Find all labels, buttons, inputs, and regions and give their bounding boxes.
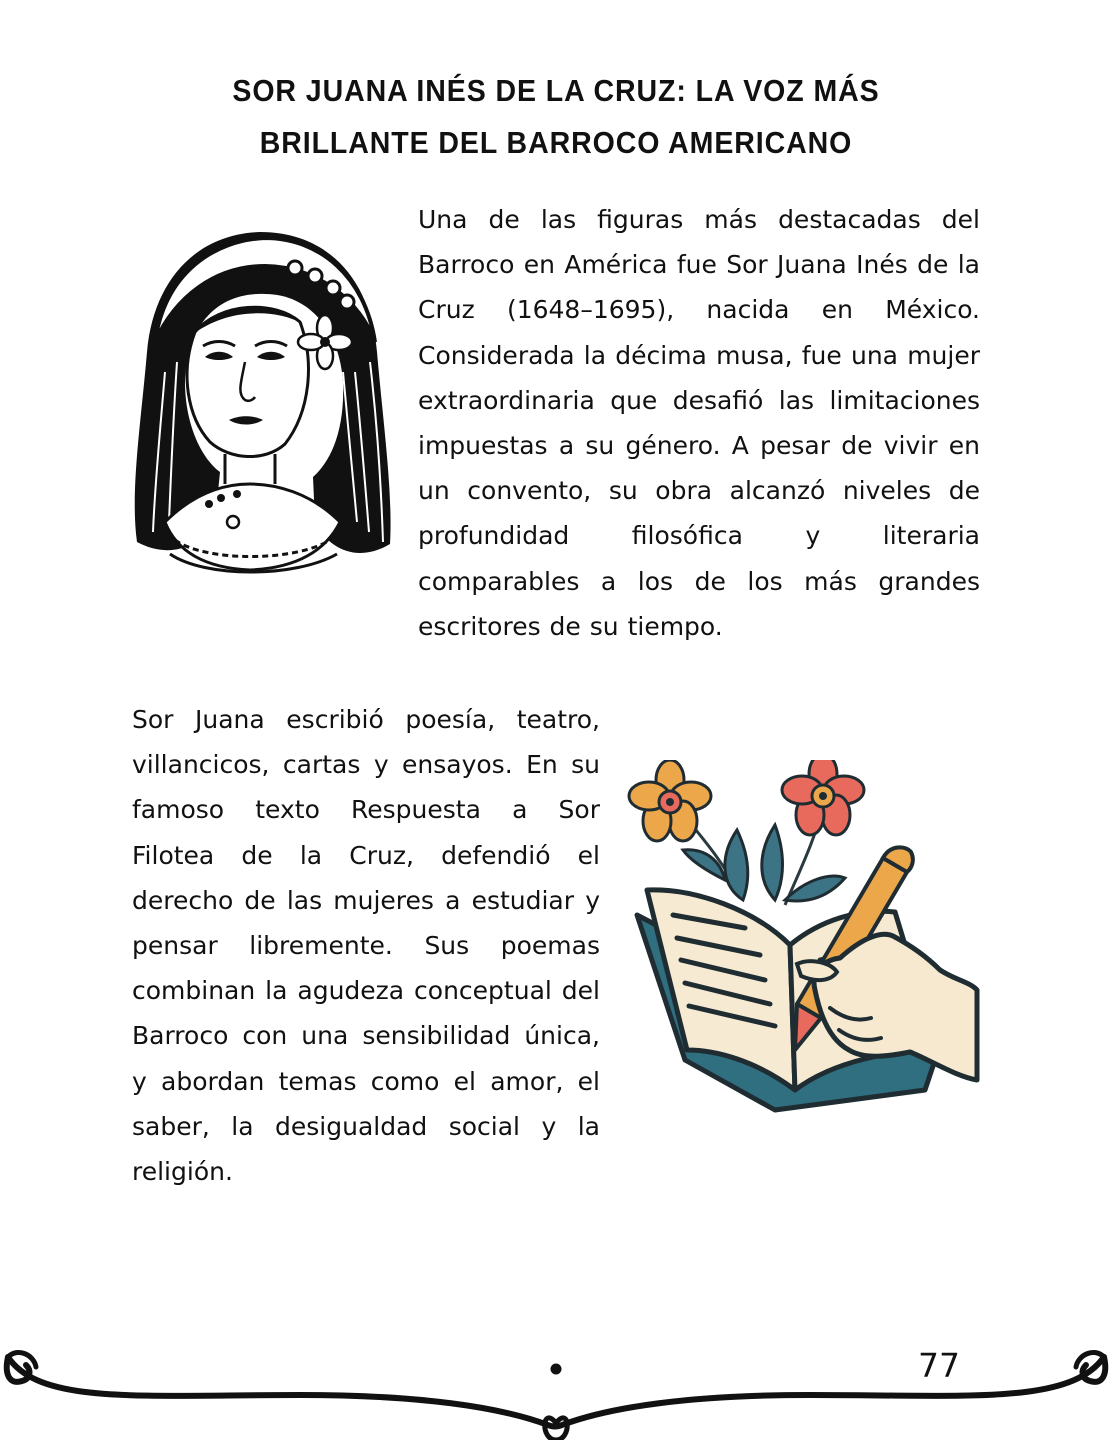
- intro-paragraph: Una de las figuras más destacadas del Barroco en América fue Sor Juana Inés de la Cruz (1648–1695), nacida en México. Considerada la décima musa, fue una mujer extraordinaria que desafió las limitaciones impuestas a su género. A pesar de vivir en un convento, su obra alcanzó niveles de profundidad filosófica y literaria comparables a los de los más grandes escritores de su tiempo.: [418, 205, 980, 641]
- page-number: 77: [918, 1346, 960, 1385]
- title-line-2: BRILLANTE DEL BARROCO AMERICANO: [259, 124, 853, 160]
- page-title: [100, 65, 1013, 169]
- title-line-1: SOR JUANA INÉS DE LA CRUZ: LA VOZ MÁS: [232, 72, 880, 108]
- works-paragraph: Sor Juana escribió poesía, teatro, villancicos, cartas y ensayos. En su famoso texto Respuesta a Sor Filotea de la Cruz, defendió el derecho de las mujeres a estudiar y pensar libremente. Sus poemas combinan la agudeza conceptual del Barroco con una sensibilidad única, y abordan temas como el amor, el saber, la desigualdad social y la religión.: [132, 705, 600, 1187]
- book-hand-pen-flowers-icon: [625, 760, 987, 1122]
- woman-portrait-engraving-icon: [125, 222, 400, 582]
